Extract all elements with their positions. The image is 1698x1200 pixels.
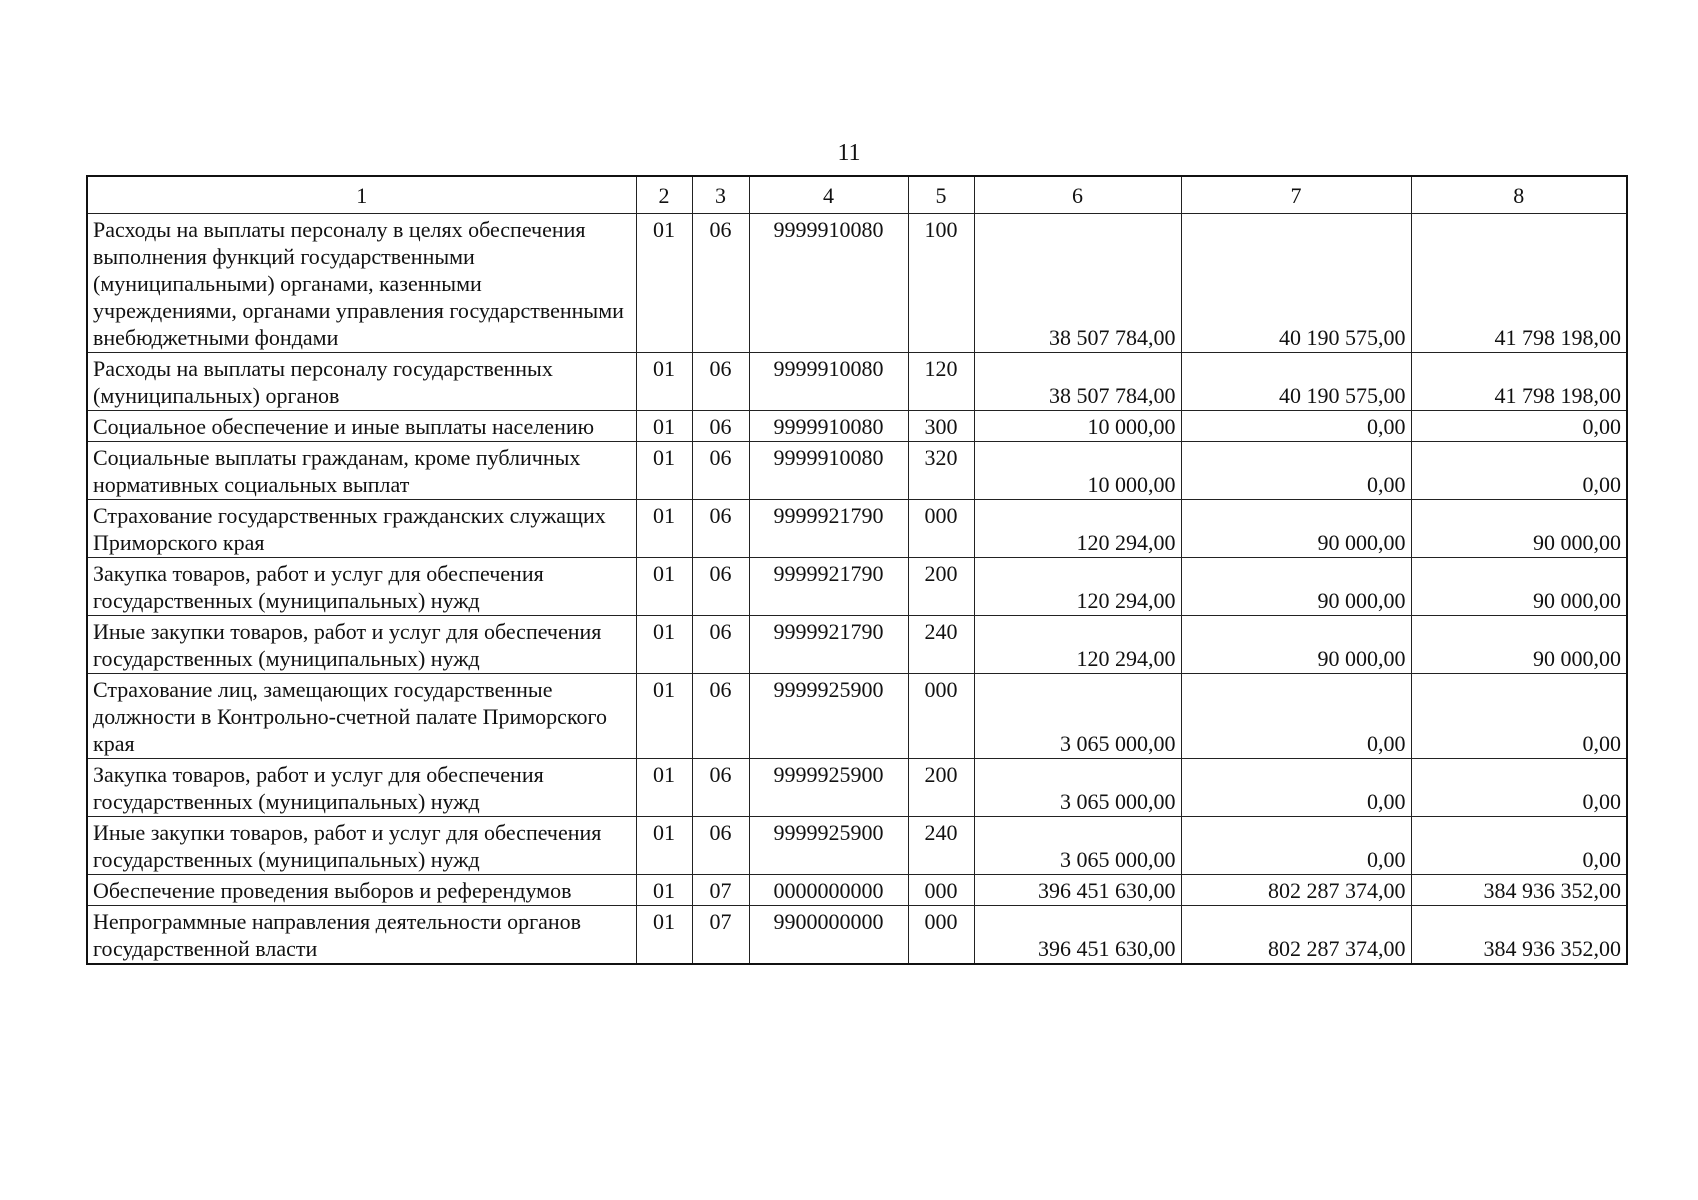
row-amount-col8: 384 936 352,00	[1411, 906, 1627, 965]
row-amount-col8: 384 936 352,00	[1411, 875, 1627, 906]
page-number: 11	[837, 140, 861, 166]
col-header-6: 6	[974, 176, 1181, 214]
row-amount-col8: 90 000,00	[1411, 616, 1627, 674]
row-amount-col7: 90 000,00	[1181, 616, 1411, 674]
col-header-2: 2	[636, 176, 692, 214]
row-amount-col6: 396 451 630,00	[974, 906, 1181, 965]
row-amount-col7: 802 287 374,00	[1181, 906, 1411, 965]
row-target-code: 9999921790	[749, 558, 908, 616]
row-amount-col6: 396 451 630,00	[974, 875, 1181, 906]
row-target-code: 9999925900	[749, 674, 908, 759]
header-row	[87, 176, 1627, 214]
row-expense-type: 100	[908, 214, 974, 353]
row-amount-col7: 0,00	[1181, 442, 1411, 500]
row-amount-col7: 90 000,00	[1181, 558, 1411, 616]
row-amount-col8: 0,00	[1411, 674, 1627, 759]
row-name: Страхование лиц, замещающих государственные должности в Контрольно-счетной палате Приморского края	[87, 674, 636, 759]
row-name: Закупка товаров, работ и услуг для обеспечения государственных (муниципальных) нужд	[87, 558, 636, 616]
row-section: 01	[636, 906, 692, 965]
row-target-code: 9999910080	[749, 214, 908, 353]
row-amount-col6: 38 507 784,00	[974, 214, 1181, 353]
row-section: 01	[636, 817, 692, 875]
row-expense-type: 240	[908, 616, 974, 674]
row-subsection: 06	[692, 616, 749, 674]
row-name: Страхование государственных гражданских служащих Приморского края	[87, 500, 636, 558]
row-section: 01	[636, 759, 692, 817]
row-target-code: 9999921790	[749, 616, 908, 674]
row-subsection: 06	[692, 214, 749, 353]
row-amount-col8: 0,00	[1411, 411, 1627, 442]
table-row	[87, 674, 1627, 759]
row-name: Непрограммные направления деятельности органов государственной власти	[87, 906, 636, 965]
row-section: 01	[636, 875, 692, 906]
row-expense-type: 200	[908, 558, 974, 616]
row-section: 01	[636, 500, 692, 558]
row-name: Иные закупки товаров, работ и услуг для обеспечения государственных (муниципальных) нужд	[87, 817, 636, 875]
row-target-code: 9999921790	[749, 500, 908, 558]
row-section: 01	[636, 353, 692, 411]
row-amount-col6: 3 065 000,00	[974, 674, 1181, 759]
table-row	[87, 500, 1627, 558]
table-row	[87, 817, 1627, 875]
row-amount-col7: 40 190 575,00	[1181, 353, 1411, 411]
row-section: 01	[636, 214, 692, 353]
row-name: Социальное обеспечение и иные выплаты населению	[87, 411, 636, 442]
row-target-code: 9999925900	[749, 759, 908, 817]
table-row	[87, 906, 1627, 965]
row-target-code: 9999925900	[749, 817, 908, 875]
row-target-code: 9900000000	[749, 906, 908, 965]
row-subsection: 06	[692, 558, 749, 616]
row-expense-type: 320	[908, 442, 974, 500]
row-subsection: 06	[692, 759, 749, 817]
row-amount-col7: 90 000,00	[1181, 500, 1411, 558]
col-header-5: 5	[908, 176, 974, 214]
row-amount-col7: 0,00	[1181, 759, 1411, 817]
row-subsection: 06	[692, 674, 749, 759]
row-subsection: 06	[692, 353, 749, 411]
table-row	[87, 214, 1627, 353]
row-section: 01	[636, 616, 692, 674]
row-name: Расходы на выплаты персоналу в целях обеспечения выполнения функций государственными (муниципальными) органами, казенными учреждениями, органами управления государственными внебюджетными фондами	[87, 214, 636, 353]
row-subsection: 06	[692, 817, 749, 875]
table-row	[87, 759, 1627, 817]
row-target-code: 9999910080	[749, 353, 908, 411]
row-subsection: 06	[692, 500, 749, 558]
row-amount-col7: 0,00	[1181, 817, 1411, 875]
col-header-8: 8	[1411, 176, 1627, 214]
row-subsection: 07	[692, 875, 749, 906]
row-amount-col7: 40 190 575,00	[1181, 214, 1411, 353]
row-amount-col8: 0,00	[1411, 442, 1627, 500]
table-row	[87, 353, 1627, 411]
row-amount-col6: 120 294,00	[974, 616, 1181, 674]
row-amount-col8: 90 000,00	[1411, 500, 1627, 558]
col-header-7: 7	[1181, 176, 1411, 214]
row-expense-type: 000	[908, 674, 974, 759]
row-amount-col6: 3 065 000,00	[974, 817, 1181, 875]
row-expense-type: 200	[908, 759, 974, 817]
table-row	[87, 875, 1627, 906]
row-section: 01	[636, 674, 692, 759]
row-target-code: 9999910080	[749, 442, 908, 500]
row-amount-col7: 0,00	[1181, 411, 1411, 442]
row-name: Иные закупки товаров, работ и услуг для обеспечения государственных (муниципальных) нужд	[87, 616, 636, 674]
row-amount-col7: 0,00	[1181, 674, 1411, 759]
row-name: Расходы на выплаты персоналу государственных (муниципальных) органов	[87, 353, 636, 411]
row-section: 01	[636, 442, 692, 500]
row-name: Закупка товаров, работ и услуг для обеспечения государственных (муниципальных) нужд	[87, 759, 636, 817]
row-amount-col6: 120 294,00	[974, 558, 1181, 616]
row-amount-col6: 3 065 000,00	[974, 759, 1181, 817]
row-amount-col6: 10 000,00	[974, 442, 1181, 500]
row-amount-col8: 90 000,00	[1411, 558, 1627, 616]
budget-table	[86, 175, 1628, 965]
row-amount-col6: 120 294,00	[974, 500, 1181, 558]
row-expense-type: 000	[908, 875, 974, 906]
col-header-1: 1	[87, 176, 636, 214]
table-row	[87, 616, 1627, 674]
row-subsection: 06	[692, 442, 749, 500]
row-amount-col6: 38 507 784,00	[974, 353, 1181, 411]
row-amount-col8: 41 798 198,00	[1411, 214, 1627, 353]
row-target-code: 9999910080	[749, 411, 908, 442]
row-expense-type: 240	[908, 817, 974, 875]
row-amount-col8: 0,00	[1411, 817, 1627, 875]
row-section: 01	[636, 558, 692, 616]
row-name: Обеспечение проведения выборов и референдумов	[87, 875, 636, 906]
col-header-4: 4	[749, 176, 908, 214]
row-amount-col6: 10 000,00	[974, 411, 1181, 442]
row-amount-col8: 41 798 198,00	[1411, 353, 1627, 411]
row-expense-type: 000	[908, 906, 974, 965]
col-header-3: 3	[692, 176, 749, 214]
table-row	[87, 442, 1627, 500]
row-target-code: 0000000000	[749, 875, 908, 906]
row-amount-col8: 0,00	[1411, 759, 1627, 817]
row-subsection: 06	[692, 411, 749, 442]
row-expense-type: 300	[908, 411, 974, 442]
row-expense-type: 000	[908, 500, 974, 558]
row-subsection: 07	[692, 906, 749, 965]
table-row	[87, 558, 1627, 616]
row-name: Социальные выплаты гражданам, кроме публичных нормативных социальных выплат	[87, 442, 636, 500]
row-expense-type: 120	[908, 353, 974, 411]
row-amount-col7: 802 287 374,00	[1181, 875, 1411, 906]
row-section: 01	[636, 411, 692, 442]
table-row	[87, 411, 1627, 442]
